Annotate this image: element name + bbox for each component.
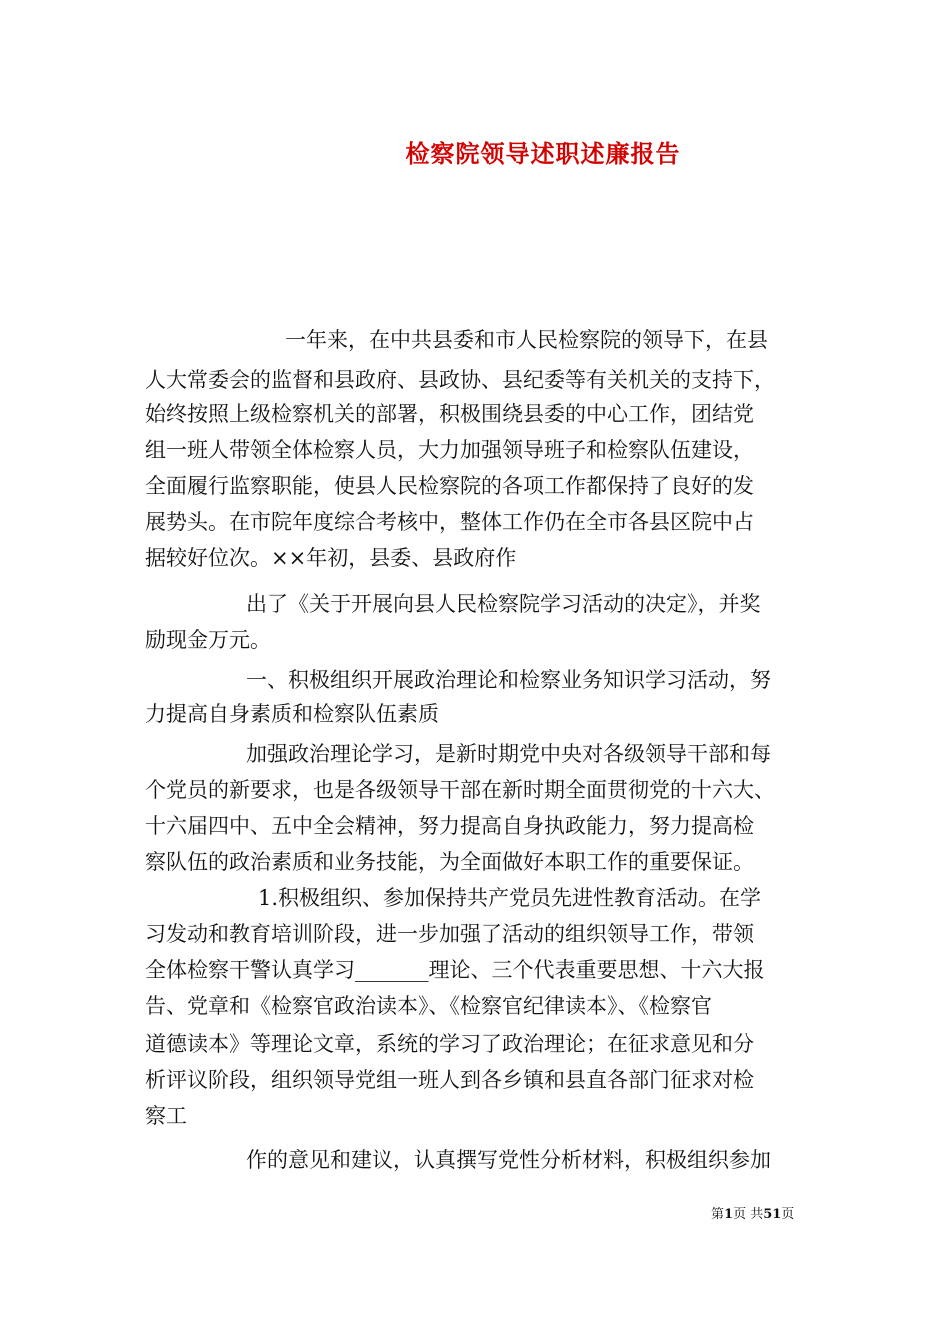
footer-page-number: 1 (724, 1207, 734, 1222)
body-line: 加强政治理论学习，是新时期党中央对各级领导干部和每 (246, 742, 771, 766)
body-line: 全体检察干警认真学习_______理论、三个代表重要思想、十六大报 (145, 958, 765, 982)
body-line: 告、党章和《检察官政治读本》、《检察官纪律读本》、《检察官 (145, 994, 712, 1018)
body-line: 道德读本》等理论文章，系统的学习了政治理论；在征求意见和分 (145, 1032, 754, 1056)
body-line: 全面履行监察职能，使县人民检察院的各项工作都保持了良好的发 (145, 474, 754, 498)
body-line: 习发动和教育培训阶段，进一步加强了活动的组织领导工作，带领 (145, 922, 754, 946)
body-line: 一年来，在中共县委和市人民检察院的领导下，在县 (285, 328, 768, 352)
section-heading-line: 力提高自身素质和检察队伍素质 (145, 702, 439, 726)
body-line: 展势头。在市院年度综合考核中，整体工作仍在全市各县区院中占 (145, 510, 754, 534)
footer-total-pages: 51 (763, 1207, 782, 1222)
body-line: 据较好位次。××年初，县委、县政府作 (145, 546, 517, 570)
page-footer (711, 1203, 794, 1222)
section-heading-line: 一、积极组织开展政治理论和检察业务知识学习活动，努 (246, 668, 771, 692)
body-line: 十六届四中、五中全会精神，努力提高自身执政能力，努力提高检 (145, 814, 754, 838)
footer-middle: 页 共 (733, 1207, 764, 1222)
body-line: 1.积极组织、参加保持共产党员先进性教育活动。在学 (258, 886, 762, 910)
body-line: 人大常委会的监督和县政府、县政协、县纪委等有关机关的支持下， (145, 368, 775, 392)
document-title: 检察院领导述职述廉报告 (405, 139, 681, 168)
body-line: 励现金万元。 (145, 628, 271, 652)
body-line: 察工 (145, 1104, 187, 1128)
body-line: 始终按照上级检察机关的部署，积极围绕县委的中心工作，团结党 (145, 402, 754, 426)
footer-prefix: 第 (711, 1207, 725, 1222)
footer-suffix: 页 (781, 1207, 795, 1222)
body-line: 析评议阶段，组织领导党组一班人到各乡镇和县直各部门征求对检 (145, 1068, 754, 1092)
body-line: 察队伍的政治素质和业务技能，为全面做好本职工作的重要保证。 (145, 850, 754, 874)
body-line: 个党员的新要求，也是各级领导干部在新时期全面贯彻党的十六大、 (145, 778, 775, 802)
body-line: 组一班人带领全体检察人员，大力加强领导班子和检察队伍建设， (145, 438, 754, 462)
body-line: 出了《关于开展向县人民检察院学习活动的决定》，并奖 (246, 592, 761, 616)
body-line: 作的意见和建议，认真撰写党性分析材料，积极组织参加 (246, 1148, 771, 1172)
